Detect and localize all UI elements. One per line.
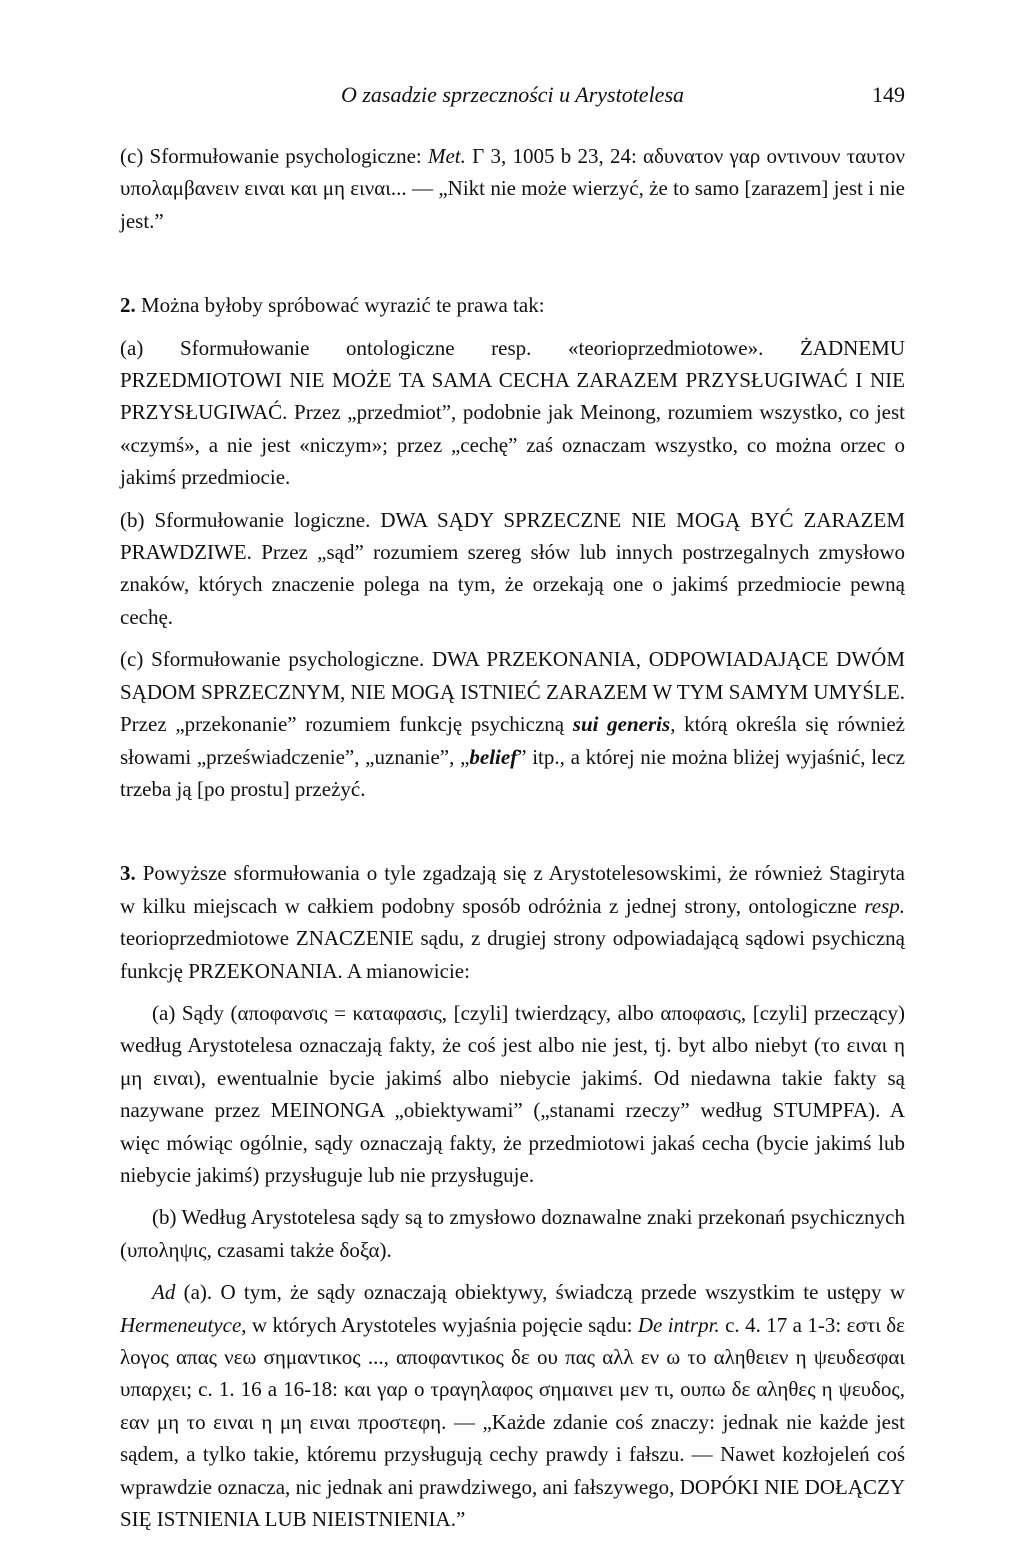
paragraph-b2 xyxy=(120,504,905,634)
page-number: 149 xyxy=(872,82,905,107)
text-run: Ad xyxy=(152,1280,176,1305)
paragraph-c2 xyxy=(120,643,905,805)
text-run: Met. xyxy=(427,144,466,168)
page xyxy=(120,82,905,1535)
text-run: belief xyxy=(469,744,518,769)
text-run: (a) Sądy (αποφανσις = καταφασις, [czyli] twierdzący, albo αποφασις, [czyli] przeczący) według Arystotelesa oznaczają fakty, że coś jest albo nie jest, tj. byt albo niebyt (το ειναι η μη ειναι), ewentualnie bycie jakimś albo niebycie jakimś. Od niedawna takie fakty są nazywane przez MEINONGA „obiektywami” („stanami rzeczy” według STUMPFA). A więc mówiąc ogólnie, sądy oznaczają fakty, że przedmiotowi jakaś cecha (bycie jakimś lub niebycie jakimś) przysługuje lub nie przysługuje. xyxy=(120,1000,905,1187)
paragraph-c1 xyxy=(120,140,905,237)
paragraph-p2 xyxy=(120,289,905,321)
text-run: ” itp., a której nie można bliżej wyjaśnić, lecz trzeba ją [po prostu] przeżyć. xyxy=(120,744,906,801)
text-run: Hermeneutyce xyxy=(120,1312,242,1337)
text-run: 3. xyxy=(120,861,136,886)
text-run: (c) Sformułowanie psychologiczne. DWA PRZEKONANIA, ODPOWIADAJĄCE DWÓM SĄDOM SPRZECZNYM, NIE MOGĄ ISTNIEĆ ZARAZEM W TYM SAMYM UMYŚLE. Przez „przekonanie” rozumiem funkcję psychiczną xyxy=(120,647,905,737)
text-run: , w których Arystoteles wyjaśnia pojęcie sądu: xyxy=(241,1312,638,1337)
paragraph-b3 xyxy=(120,1201,905,1266)
text-run: (b) Sformułowanie logiczne. DWA SĄDY SPRZECZNE NIE MOGĄ BYĆ ZARAZEM PRAWDZIWE. Przez „sąd” rozumiem szereg słów lub innych postrzegalnych zmysłowo znaków, których znaczenie polega na tym, że orzekają one o jakimś przedmiocie pewną cechę. xyxy=(120,507,905,629)
text-run: (b) Według Arystotelesa sądy są to zmysłowo doznawalne znaki przekonań psychicznych (υποληψις, czasami także δοξα). xyxy=(120,1205,905,1262)
running-title: O zasadzie sprzeczności u Arystotelesa xyxy=(340,82,685,107)
text-run: teorioprzedmiotowe ZNACZENIE sądu, z drugiej strony odpowiadającą sądowi psychiczną funkcję PRZEKONANIA. A mianowicie: xyxy=(120,926,905,983)
text-run: (c) Sformułowanie psychologiczne: xyxy=(120,144,428,168)
text-run: resp. xyxy=(864,893,905,918)
running-header xyxy=(120,82,905,122)
text-run: De intrpr. xyxy=(637,1312,720,1337)
text-run: Powyższe sformułowania o tyle zgadzają się z Arystotelesowskimi, że również Stagiryta w kilku miejscach w całkiem podobny sposób odróżnia z jednej strony, ontologiczne xyxy=(120,861,905,918)
text-run: , którą określa się również słowami „przeświadczenie”, „uznanie”, „ xyxy=(120,712,905,769)
text-run: (a) Sformułowanie ontologiczne resp. «teorioprzedmiotowe». ŻADNEMU PRZEDMIOTOWI NIE MOŻE TA SAMA CECHA ZARAZEM PRZYSŁUGIWAĆ I NIE PRZYSŁUGIWAĆ. Przez „przedmiot”, podobnie jak Meinong, rozumiem wszystko, co jest «czymś», a nie jest «niczym»; przez „cechę” zaś oznaczam wszystko, co można orzec o jakimś przedmiocie. xyxy=(120,335,905,490)
text-run: c. 4. 17 a 1-3: εστι δε λογος απας νεω σημαντικος ..., αποφαντικος δε ου πας αλλ εν ω το αληθειεν η ψευδεσφαι υπαρχει; c. 1. 16 a 16-18: και γαρ ο τραγηλαφος σημαινει μεν τι, ουπω δε αληθες η ψευδος, εαν μη το ειναι η μη ειναι προστεφη. — „Każde zdanie coś znaczy: jednak nie każde jest sądem, a tylko takie, któremu przysługują cechy prawdy i fałszu. — Nawet kozłojeleń coś wprawdzie oznacza, nic jednak ani prawdziwego, ani fałszywego, DOPÓKI NIE DOŁĄCZY SIĘ ISTNIENIA LUB NIEISTNIENIA.” xyxy=(120,1312,905,1532)
body-text xyxy=(120,140,905,1535)
paragraph-ad xyxy=(120,1276,905,1535)
text-run: (a). O tym, że sądy oznaczają obiektywy, świadczą przede wszystkim te ustępy w xyxy=(175,1280,905,1305)
text-run: sui generis xyxy=(572,712,671,737)
paragraph-a3 xyxy=(120,997,905,1191)
paragraph-p3 xyxy=(120,857,905,987)
text-run: Można byłoby spróbować wyrazić te prawa tak: xyxy=(135,293,545,318)
text-run: 2. xyxy=(120,293,136,318)
paragraph-a2 xyxy=(120,332,905,494)
text-run: Γ 3, 1005 b 23, 24: αδυνατον γαρ οντινουν ταυτον υπολαμβανειν ειναι και μη ειναι... — „Nikt nie może wierzyć, że to samo [zarazem] jest i nie jest.” xyxy=(120,144,905,233)
